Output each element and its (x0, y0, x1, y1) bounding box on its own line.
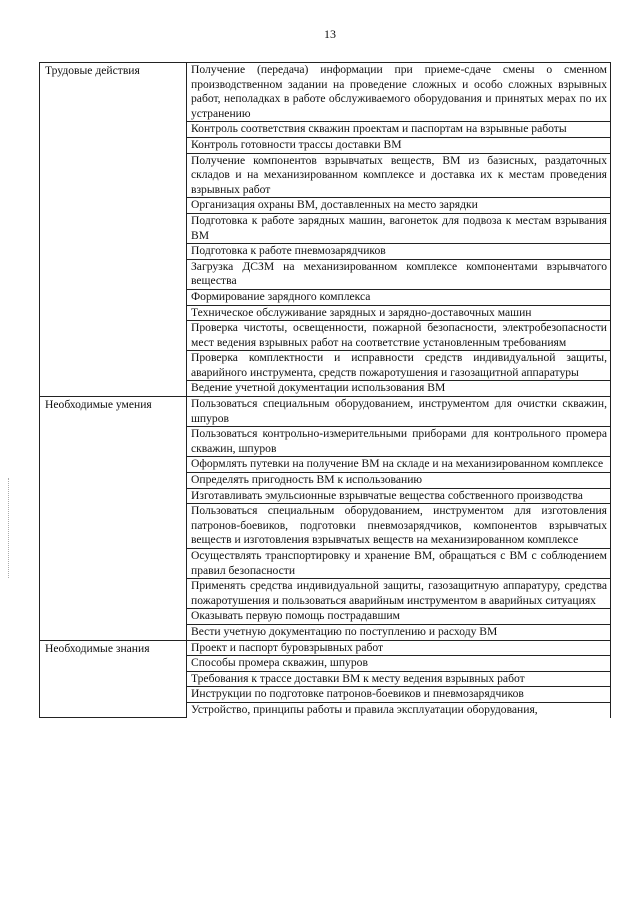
section-item: Подготовка к работе пневмозарядчиков (187, 244, 611, 260)
section-label: Трудовые действия (40, 63, 187, 397)
section-item: Вести учетную документацию по поступлению и расходу ВМ (187, 624, 611, 640)
section-item: Оформлять путевки на получение ВМ на складе и на механизированном комплексе (187, 457, 611, 473)
section-item: Применять средства индивидуальной защиты, газозащитную аппаратуру, средства пожаротушения и пользоваться аварийным инструментом в аварийных ситуациях (187, 579, 611, 609)
section-item: Организация охраны ВМ, доставленных на место зарядки (187, 198, 611, 214)
section-item: Пользоваться специальным оборудованием, инструментом для изготовления патронов-боевиков, подготовки пневмозарядчиков, компонентов взрывчатых веществ и изготовления взрывчатых веществ на механизированном комплексе (187, 504, 611, 549)
section-item: Определять пригодность ВМ к использованию (187, 473, 611, 489)
section-item: Ведение учетной документации использования ВМ (187, 381, 611, 397)
page-number: 13 (324, 27, 336, 41)
table-row (40, 397, 611, 427)
section-item: Устройство, принципы работы и правила эксплуатации оборудования, (187, 702, 611, 717)
section-item: Способы промера скважин, шпуров (187, 656, 611, 672)
section-item: Инструкции по подготовке патронов-боевиков и пневмозарядчиков (187, 687, 611, 703)
section-item: Пользоваться специальным оборудованием, инструментом для очистки скважин, шпуров (187, 397, 611, 427)
section-item: Подготовка к работе зарядных машин, вагонеток для подвоза к местам взрывания ВМ (187, 213, 611, 243)
section-label: Необходимые умения (40, 397, 187, 641)
section-label: Необходимые знания (40, 640, 187, 717)
section-item: Проверка комплектности и исправности средств индивидуальной защиты, аварийного инструмента, средств пожаротушения и газозащитной аппаратуры (187, 351, 611, 381)
section-item: Проверка чистоты, освещенности, пожарной безопасности, электробезопасности мест ведения взрывных работ на соответствие установленным требованиям (187, 321, 611, 351)
section-item: Контроль готовности трассы доставки ВМ (187, 137, 611, 153)
section-item: Пользоваться контрольно-измерительными приборами для контрольного промера скважин, шпуров (187, 427, 611, 457)
section-item: Техническое обслуживание зарядных и зарядно-доставочных машин (187, 305, 611, 321)
section-item: Требования к трассе доставки ВМ к месту ведения взрывных работ (187, 671, 611, 687)
section-item: Оказывать первую помощь пострадавшим (187, 609, 611, 625)
section-item: Проект и паспорт буровзрывных работ (187, 640, 611, 656)
section-item: Формирование зарядного комплекса (187, 289, 611, 305)
section-item: Осуществлять транспортировку и хранение ВМ, обращаться с ВМ с соблюдением правил безопасности (187, 549, 611, 579)
section-item: Загрузка ДСЗМ на механизированном комплексе компонентами взрывчатого вещества (187, 259, 611, 289)
section-item: Получение компонентов взрывчатых веществ, ВМ из базисных, раздаточных складов и на механизированном комплексе и доставка их к местам проведения взрывных работ (187, 153, 611, 198)
section-item: Контроль соответствия скважин проектам и паспортам на взрывные работы (187, 122, 611, 138)
table-row (40, 640, 611, 656)
margin-marks (8, 478, 13, 578)
section-item: Изготавливать эмульсионные взрывчатые вещества собственного производства (187, 488, 611, 504)
table-row (40, 63, 611, 122)
section-item: Получение (передача) информации при приеме-сдаче смены о сменном производственном задании на проведение сложных и особо сложных взрывных работ, неполадках в работе обслуживаемого оборудования и принятых мерах по их устранению (187, 63, 611, 122)
functions-table (39, 62, 611, 718)
